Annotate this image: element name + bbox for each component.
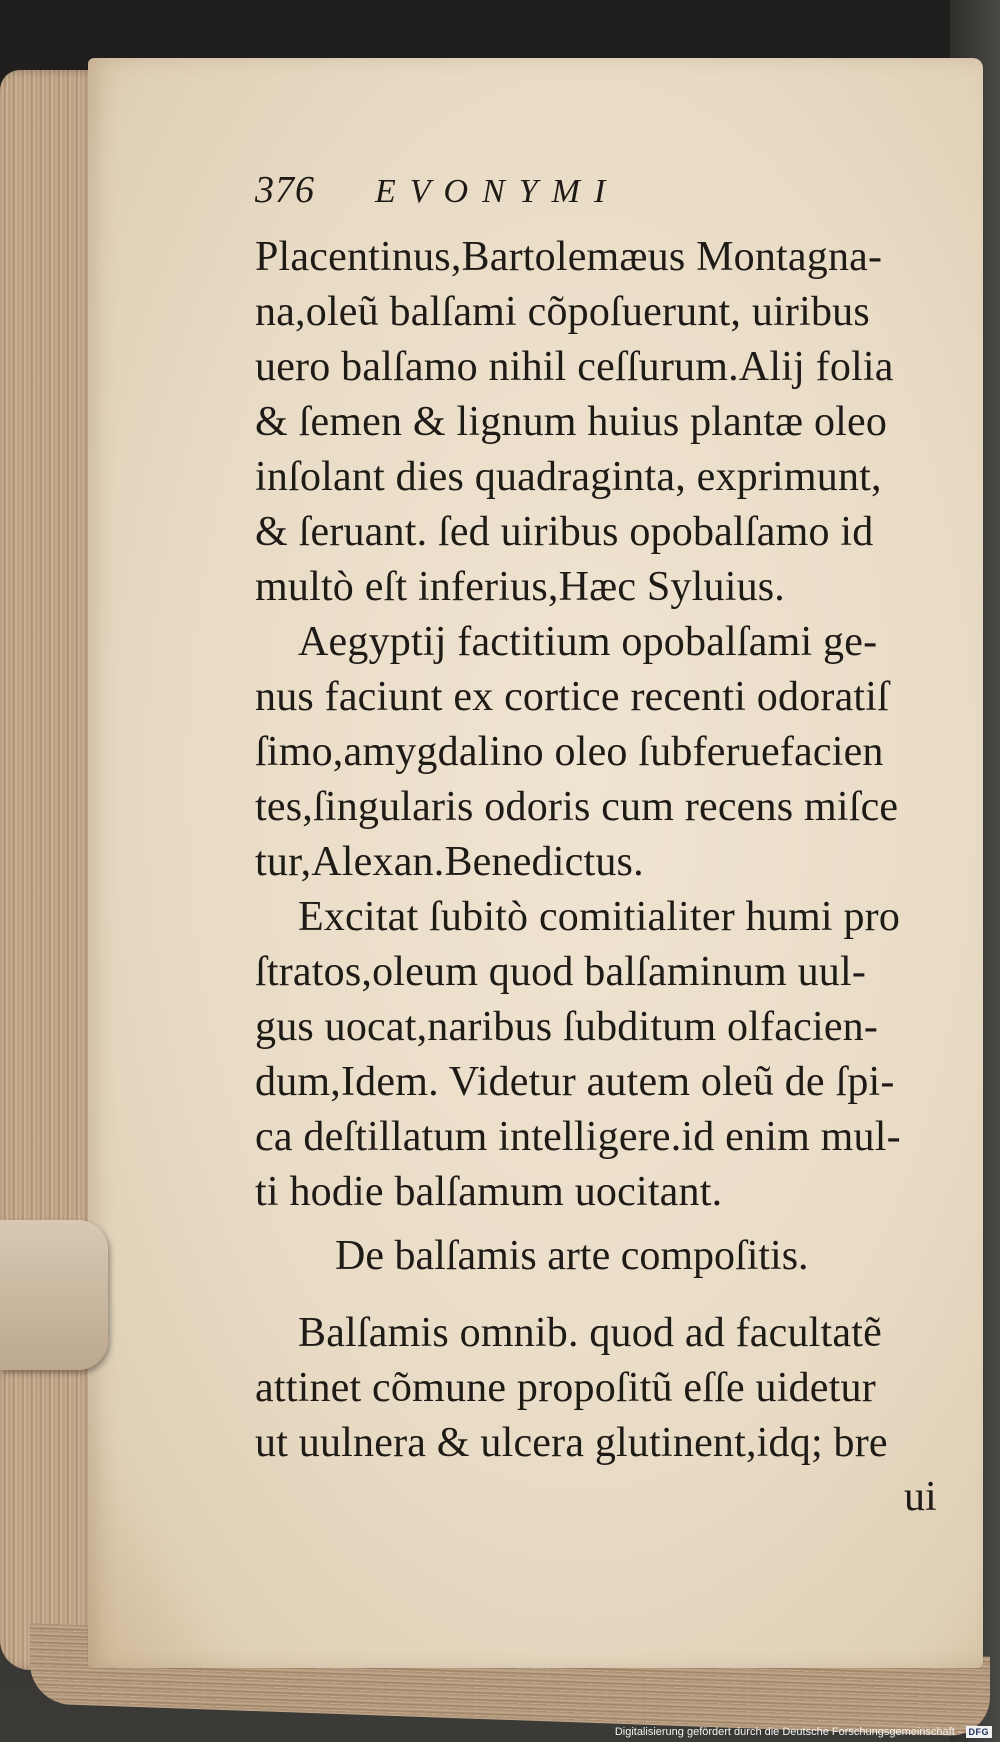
text-line: inſolant dies quadraginta, exprimunt,: [255, 454, 882, 500]
text-line: ſtratos,oleum quod balſaminum uul-: [255, 949, 867, 995]
text-line: attinet cõmune propoſitũ eſſe uidetur: [255, 1365, 876, 1411]
text-line: multò eſt inferius,Hæc Syluius.: [255, 564, 786, 610]
page-header: [255, 168, 755, 218]
text-line: tes,ſingularis odoris cum recens miſce: [255, 784, 899, 830]
catchword: ui: [904, 1474, 937, 1520]
text-line: Balſamis omnib. quod ad facultatẽ: [298, 1310, 882, 1356]
text-line: Placentinus,Bartolemæus Montagna-: [255, 234, 883, 280]
text-line: ti hodie balſamum uocitant.: [255, 1169, 723, 1215]
footer-text: Digitalisierung gefördert durch die Deutsche Forschungsgemeinschaft -: [614, 1726, 962, 1738]
text-line: nus faciunt ex cortice recenti odoratiſ: [255, 674, 890, 720]
text-line: Aegyptij factitium opobalſami ge-: [298, 619, 878, 665]
text-line: ut uulnera & ulcera glutinent,idq; bre: [255, 1420, 888, 1466]
text-line: gus uocat,naribus ſubditum olfacien-: [255, 1004, 879, 1050]
text-line: ca deſtillatum intelligere.id enim mul-: [255, 1114, 901, 1160]
text-line: & ſemen & lignum huius plantæ oleo: [255, 399, 888, 445]
page-number: 376: [255, 169, 315, 211]
running-head: EVONYMI: [375, 173, 620, 210]
text-line: na,oleũ balſami cõpoſuerunt, uiribus: [255, 289, 870, 335]
digitization-footer: [615, 1726, 992, 1738]
text-line: ſimo,amygdalino oleo ſubferuefacien: [255, 729, 884, 775]
section-heading: De balſamis arte compoſitis.: [335, 1233, 809, 1279]
text-line: & ſeruant. ſed uiribus opobalſamo id: [255, 509, 874, 555]
text-line: uero balſamo nihil ceſſurum.Alij folia: [255, 344, 894, 390]
text-line: tur,Alexan.Benedictus.: [255, 839, 644, 885]
text-line: dum,Idem. Videtur autem oleũ de ſpi-: [255, 1059, 895, 1105]
text-line: Excitat ſubitò comitialiter humi pro: [298, 894, 901, 940]
dfg-logo: DFG: [966, 1726, 993, 1738]
